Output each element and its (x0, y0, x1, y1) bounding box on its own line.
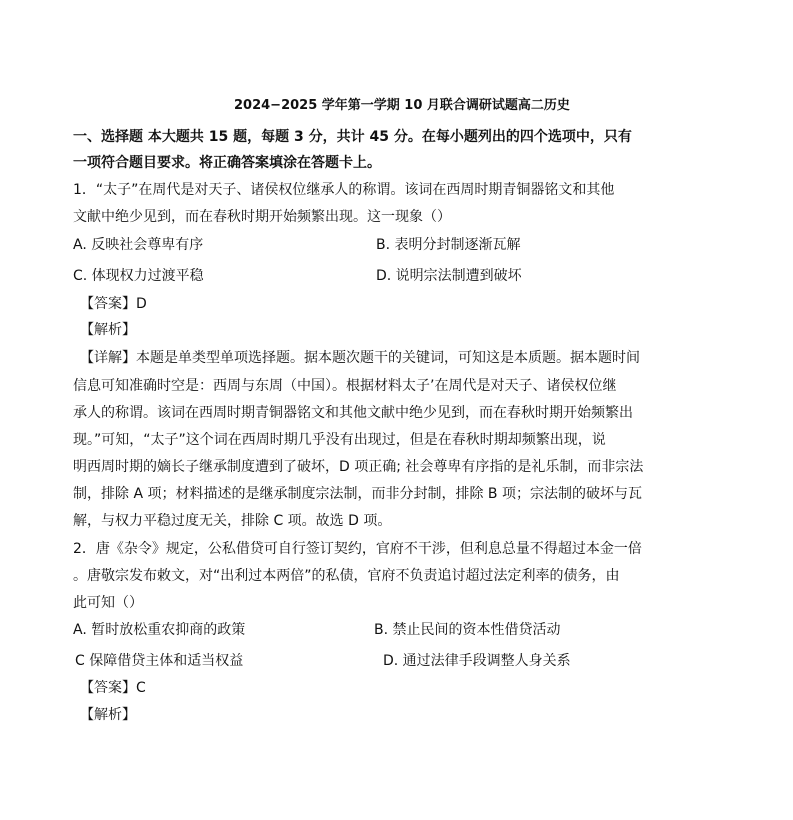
q1-option-c: C. 体现权力过渡平稳 (73, 268, 204, 284)
q2-stem-line-3: 此可知（） (73, 595, 143, 611)
q1-detail-line-1: 【详解】本题是单类型单项选择题。据本题次题干的关键词，可知这是本质题。据本题时间 (80, 350, 640, 366)
q1-option-a: A. 反映社会尊卑有序 (73, 237, 204, 253)
q1-option-d: D. 说明宗法制遭到破坏 (376, 268, 522, 284)
q1-detail-line-5: 明西周时期的嫡长子继承制度遭到了破坏，D 项正确; 社会尊卑有序指的是礼乐制，而非宗法 (73, 459, 644, 475)
q2-option-a: A. 暂时放松重农抑商的政策 (73, 622, 246, 638)
q2-option-b: B. 禁止民间的资本性借贷活动 (374, 622, 561, 638)
q1-detail-line-3: 承人的称谓。该词在西周时期青铜器铭文和其他文献中绝少见到，而在春秋时期开始频繁出 (73, 405, 633, 421)
q2-stem-line-1: 2．唐《杂令》规定，公私借贷可自行签订契约，官府不干涉，但利息总量不得超过本金一倍 (73, 541, 642, 557)
q1-detail-line-6: 制，排除 A 项；材料描述的是继承制度宗法制，而非分封制，排除 B 项；宗法制的破坏与瓦 (73, 486, 642, 502)
page-title: 2024−2025 学年第一学期 10 月联合调研试题高二历史 (234, 98, 570, 113)
q1-detail-line-2: 信息可知准确时空是：西周与东周（中国）。根据材料太子’在周代是对天子、诸侯权位继 (73, 378, 617, 394)
q1-detail-line-7: 解，与权力平稳过度无关，排除 C 项。故选 D 项。 (73, 513, 392, 529)
q1-stem-line-2: 文献中绝少见到，而在春秋时期开始频繁出现。这一现象（） (73, 209, 451, 225)
q2-option-d: D. 通过法律手段调整人身关系 (383, 653, 571, 669)
q1-analysis-label: 【解析】 (80, 322, 136, 338)
q1-answer: 【答案】D (80, 296, 147, 312)
q2-analysis-label: 【解析】 (80, 707, 136, 723)
section-instructions-line-1: 一、选择题 本大题共 15 题，每题 3 分，共计 45 分。在每小题列出的四个选项中，只有 (73, 129, 632, 145)
q2-answer: 【答案】C (80, 680, 146, 696)
q2-option-c: C 保障借贷主体和适当权益 (75, 653, 244, 669)
q1-option-b: B. 表明分封制逐渐瓦解 (376, 237, 521, 253)
q1-detail-line-4: 现。”可知，“太子”这个词在西周时期几乎没有出现过，但是在春秋时期却频繁出现，说 (73, 432, 606, 448)
q2-stem-line-2: 。唐敬宗发布敕文，对“出利过本两倍”的私债，官府不负责追讨超过法定利率的债务，由 (73, 568, 620, 584)
section-instructions-line-2: 一项符合题目要求。将正确答案填涂在答题卡上。 (73, 155, 381, 171)
q1-stem-line-1: 1．“太子”在周代是对天子、诸侯权位继承人的称谓。该词在西周时期青铜器铭文和其他 (73, 182, 615, 198)
